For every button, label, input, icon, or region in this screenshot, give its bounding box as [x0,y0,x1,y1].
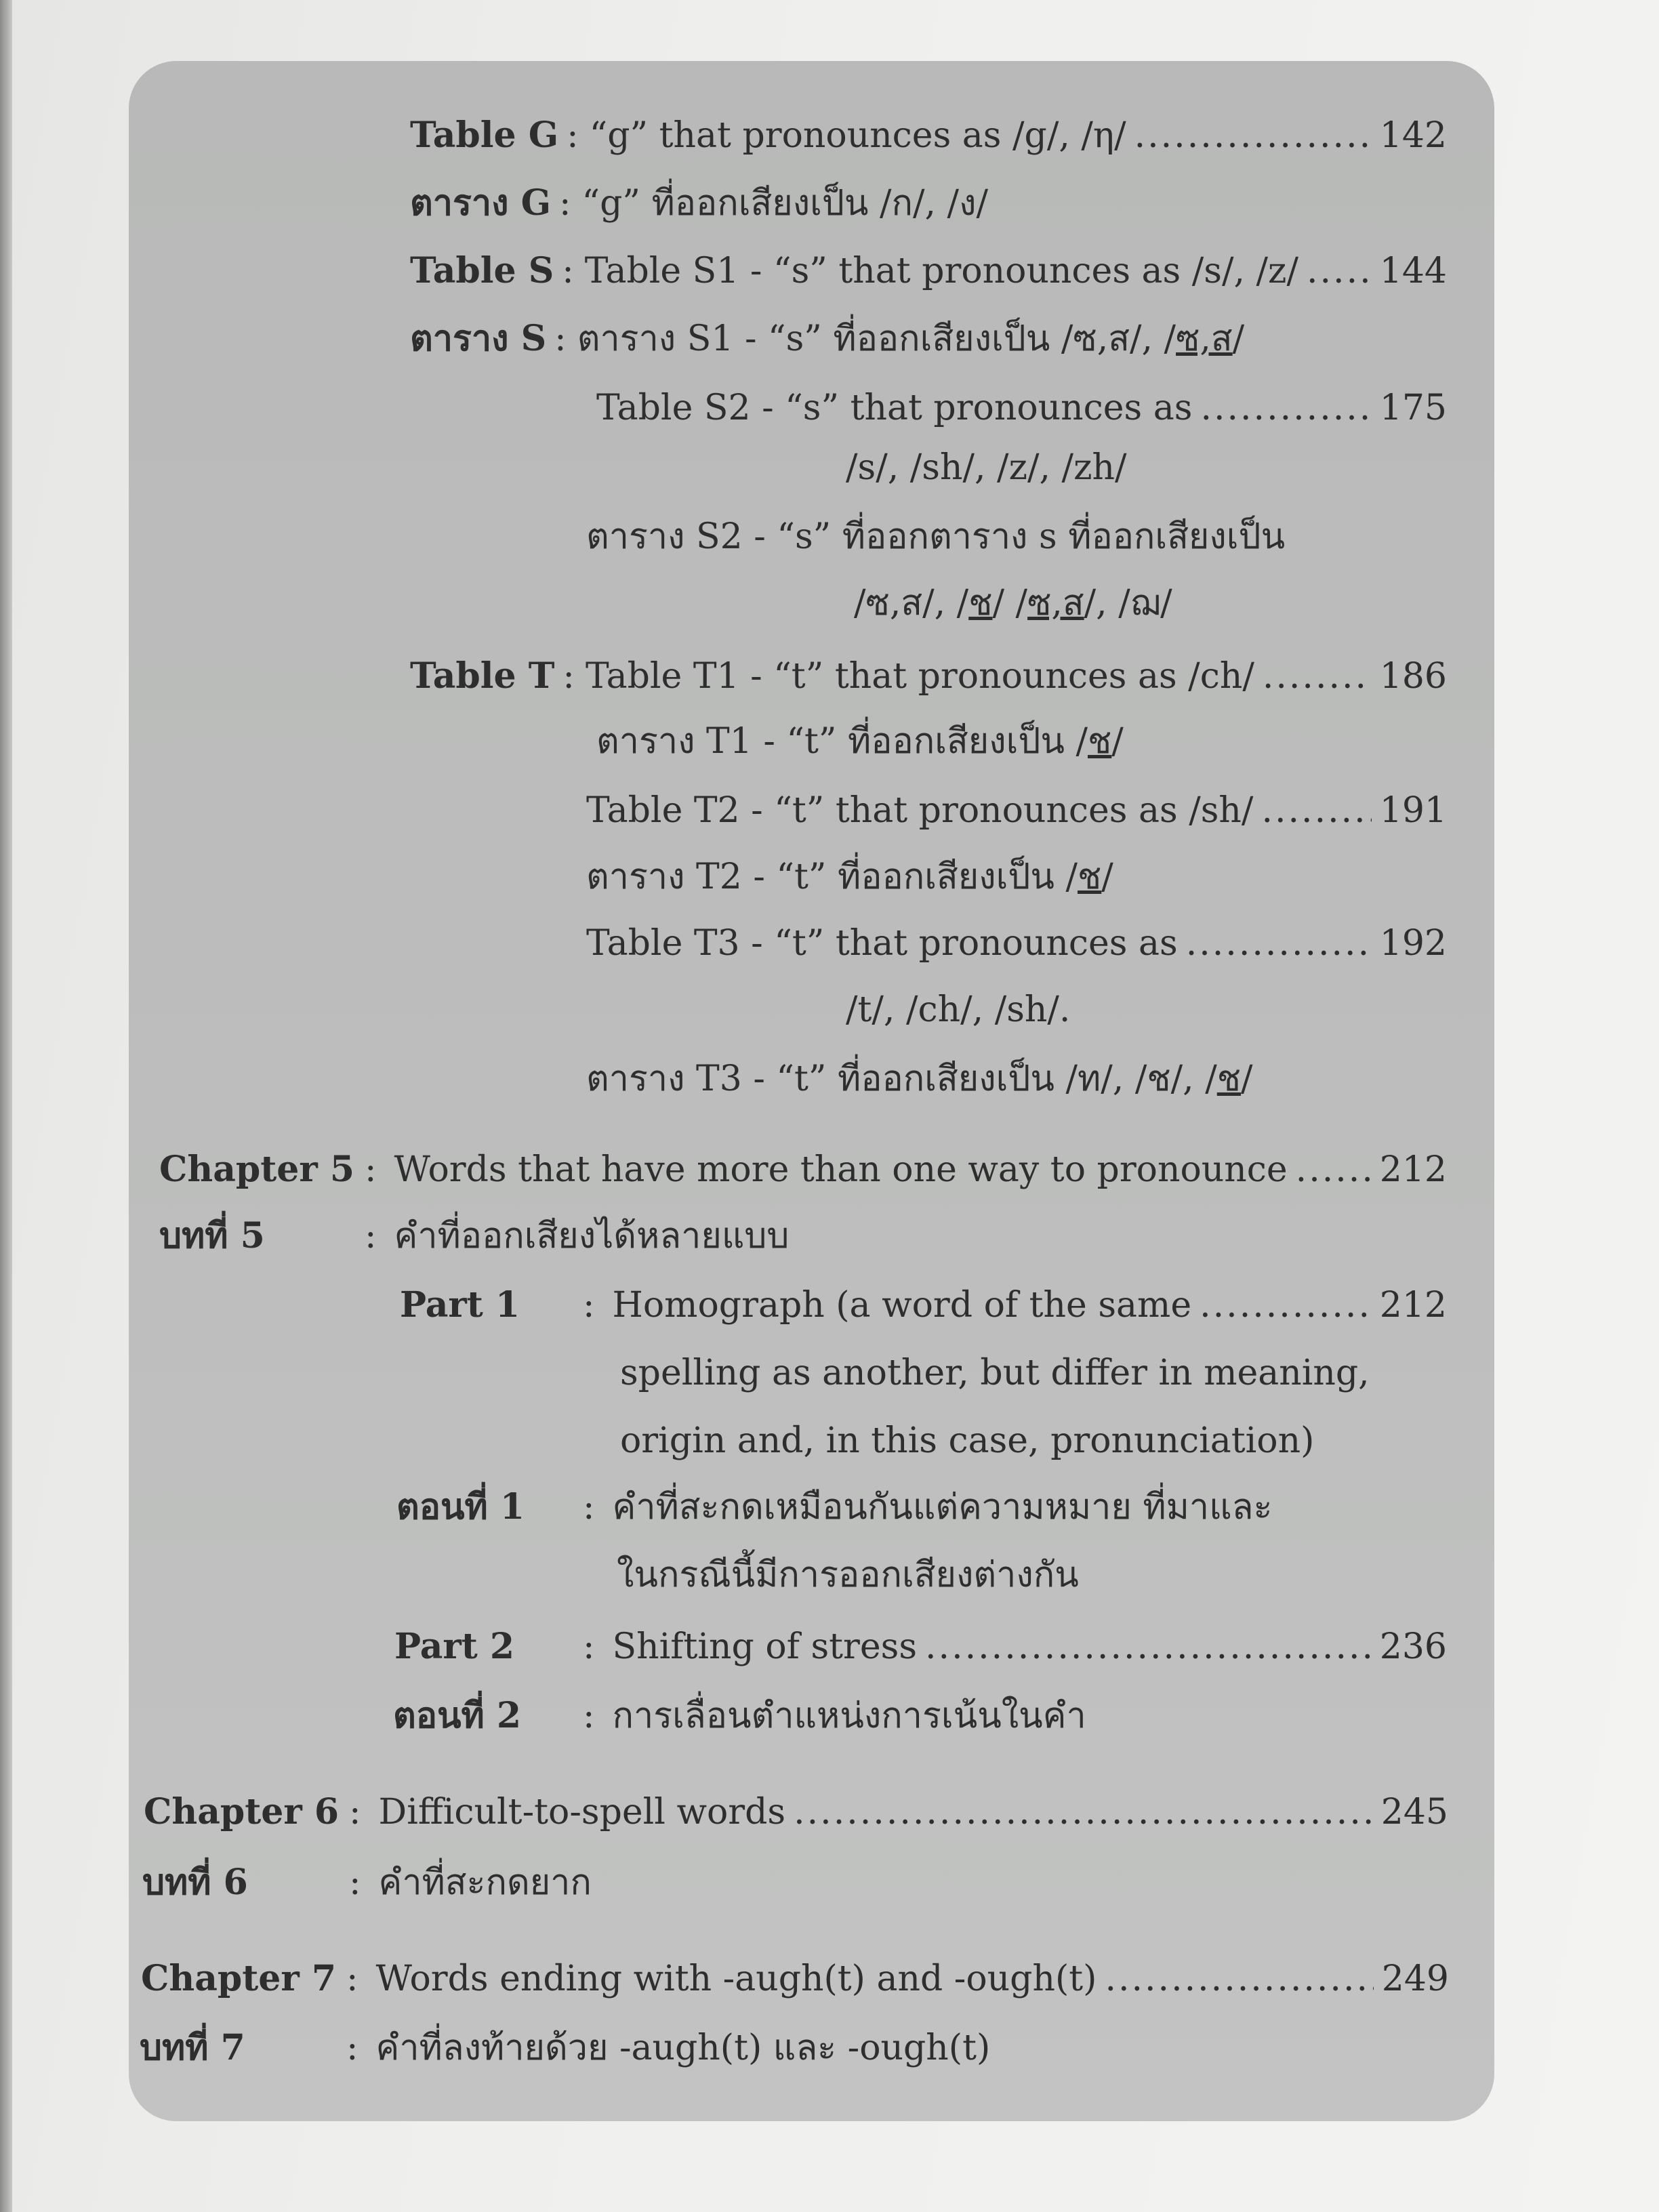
toc-text: Homograph (a word of the same [612,1285,1192,1326]
toc-separator: : [349,1862,361,1903]
toc-entry-part-1-thai-cont [617,1553,1079,1597]
toc-leader-dots [1134,114,1372,157]
toc-entry-part-2 [394,1625,1447,1668]
toc-entry-table-s2 [596,386,1447,430]
toc-entry-chapter-5 [159,1148,1447,1191]
toc-label: Chapter 5 [159,1149,355,1190]
toc-label: Table T [410,655,555,697]
toc-label: Table G [410,115,559,156]
toc-text: Table S1 - “s” that pronounces as /s/, /z/ [584,251,1298,291]
toc-separator: : [583,1626,595,1667]
toc-separator: : [562,251,574,291]
toc-text: Words that have more than one way to pronounce [394,1149,1288,1190]
toc-separator: : [346,2028,359,2068]
toc-text: Table T2 - “t” that pronounces as /sh/ [586,790,1254,831]
toc-entry-table-t3 [586,922,1447,965]
toc-text: Table S2 - “s” that pronounces as [596,388,1193,428]
toc-label: บทที่ 6 [142,1862,248,1903]
toc-text-end: /, /ฌ/ [1084,583,1172,623]
toc-label: บทที่ 5 [159,1215,265,1256]
toc-label: Part 2 [394,1626,515,1667]
toc-text: Words ending with -augh(t) and -ough(t) [375,1959,1097,1999]
toc-leader-dots [1261,789,1371,832]
toc-separator: : [583,1696,595,1736]
toc-text-end: / [1232,319,1245,359]
toc-leader-dots [1105,1957,1373,2001]
toc-entry-part-2-thai [393,1694,1086,1738]
toc-entry-table-g-thai [410,182,988,225]
toc-text: spelling as another, but differ in meaning, [620,1353,1370,1393]
toc-label: บทที่ 7 [140,2027,245,2068]
toc-leader-dots [1200,1284,1372,1327]
toc-page-number: 245 [1380,1792,1448,1832]
toc-page-number: 142 [1379,115,1447,156]
toc-entry-table-g [410,114,1447,157]
toc-text: /ซ,ส/, / [854,583,969,623]
toc-text-end: / [1241,1059,1253,1099]
toc-text: คำที่สะกดยาก [378,1862,592,1903]
toc-entry-chapter-6 [144,1790,1448,1834]
toc-entry-chapter-7 [141,1957,1449,2001]
toc-text: การเลื่อนตำแหน่งการเน้นในคำ [612,1696,1086,1736]
toc-page-number: 144 [1379,251,1447,291]
toc-label: ตาราง S [410,318,547,359]
toc-entry-chapter-5-thai [159,1214,789,1258]
toc-entry-chapter-6-thai [142,1861,592,1904]
toc-leader-dots [1307,249,1372,293]
toc-label: Table S [410,250,554,291]
toc-label: ตาราง G [410,182,551,224]
toc-page-number: 249 [1381,1959,1449,1999]
toc-page-number: 212 [1379,1285,1447,1326]
toc-page-number: 186 [1379,656,1447,697]
toc-text: ตาราง T1 - “t” ที่ออกเสียงเป็น / [596,721,1088,762]
toc-page-number: 236 [1379,1626,1447,1667]
toc-separator: : [583,1285,595,1326]
toc-entry-table-t3-thai [586,1057,1253,1101]
toc-entry-table-s-thai [410,317,1244,361]
toc-page-number: 212 [1379,1149,1447,1190]
toc-entry-table-t2 [586,789,1447,832]
toc-text: คำที่สะกดเหมือนกันแต่ความหมาย ที่มาและ [612,1487,1273,1528]
toc-text-underlined: ช [1077,857,1102,897]
toc-entry-table-s2-cont [846,446,1126,489]
toc-label: ตอนที่ 2 [393,1695,522,1736]
toc-separator: : [346,1959,359,1999]
toc-text-underlined: ช [1216,1059,1242,1099]
toc-leader-dots [1263,655,1372,698]
toc-text: /t/, /ch/, /sh/. [846,989,1071,1030]
toc-leader-dots [794,1790,1373,1834]
toc-label: Chapter 7 [141,1958,337,1999]
toc-text: Difficult-to-spell words [378,1792,786,1832]
toc-text-mid: / / [992,583,1028,623]
toc-text: origin and, in this case, pronunciation) [620,1420,1315,1461]
toc-text: “g” that pronounces as /g/, /η/ [589,115,1126,156]
toc-separator: : [583,1487,595,1528]
toc-text-underlined: ซ,ส [1176,319,1233,359]
toc-separator: : [567,115,579,156]
toc-page-number: 191 [1379,790,1447,831]
toc-entry-part-1-cont [620,1351,1370,1395]
toc-entry-table-t2-thai [586,855,1113,899]
toc-text-end: / [1111,721,1124,762]
toc-separator: : [365,1149,377,1190]
toc-text: /s/, /sh/, /z/, /zh/ [846,447,1127,488]
toc-text: ตาราง S2 - “s” ที่ออกตาราง s ที่ออกเสียงเป็น [586,516,1286,557]
toc-text-end: / [1101,857,1113,897]
toc-text: คำที่ลงท้ายด้วย -augh(t) และ -ough(t) [375,2028,991,2068]
toc-leader-dots [1200,386,1371,430]
toc-text: ตาราง S1 - “s” ที่ออกเสียงเป็น /ซ,ส/, / [577,319,1176,359]
toc-text: คำที่ออกเสียงได้หลายแบบ [394,1216,790,1256]
toc-separator: : [562,656,575,697]
toc-text-underlined: ช [968,583,993,623]
toc-entry-table-t1-thai [596,720,1124,763]
toc-text: Table T1 - “t” that pronounces as /ch/ [585,656,1254,697]
toc-separator: : [554,319,567,359]
toc-leader-dots [1186,922,1372,965]
toc-label: Chapter 6 [144,1791,340,1832]
toc-entry-table-t3-cont [846,988,1070,1031]
toc-text: ตาราง T2 - “t” ที่ออกเสียงเป็น / [586,857,1078,897]
toc-entry-part-1-cont2 [620,1419,1314,1462]
toc-entry-part-1-thai [396,1486,1272,1529]
toc-entry-table-s2-thai [586,515,1285,558]
toc-text: Shifting of stress [612,1626,918,1667]
toc-separator: : [365,1216,377,1256]
toc-page-number: 175 [1379,388,1447,428]
toc-text-underlined: ช [1087,721,1112,762]
toc-text: “g” ที่ออกเสียงเป็น /ก/, /ง/ [581,183,988,224]
toc-page-number: 192 [1379,923,1447,964]
toc-label: ตอนที่ 1 [396,1486,525,1528]
toc-text: ในกรณีนี้มีการออกเสียงต่างกัน [617,1555,1079,1595]
toc-separator: : [559,183,571,224]
toc-entry-table-s [410,249,1447,293]
toc-text-underlined: ซ,ส [1027,583,1084,623]
toc-leader-dots [1296,1148,1372,1191]
toc-leader-dots [925,1625,1372,1668]
toc-entry-part-1 [400,1284,1447,1327]
toc-entry-chapter-7-thai [140,2026,990,2070]
toc-text: Table T3 - “t” that pronounces as [586,923,1178,964]
toc-entry-table-t [410,655,1447,698]
toc-separator: : [349,1792,361,1832]
toc-text: ตาราง T3 - “t” ที่ออกเสียงเป็น /ท/, /ช/, / [586,1059,1217,1099]
page-edge-shadow [0,0,12,2212]
toc-entry-table-s2-thai-cont [854,581,1172,625]
toc-label: Part 1 [400,1284,520,1326]
